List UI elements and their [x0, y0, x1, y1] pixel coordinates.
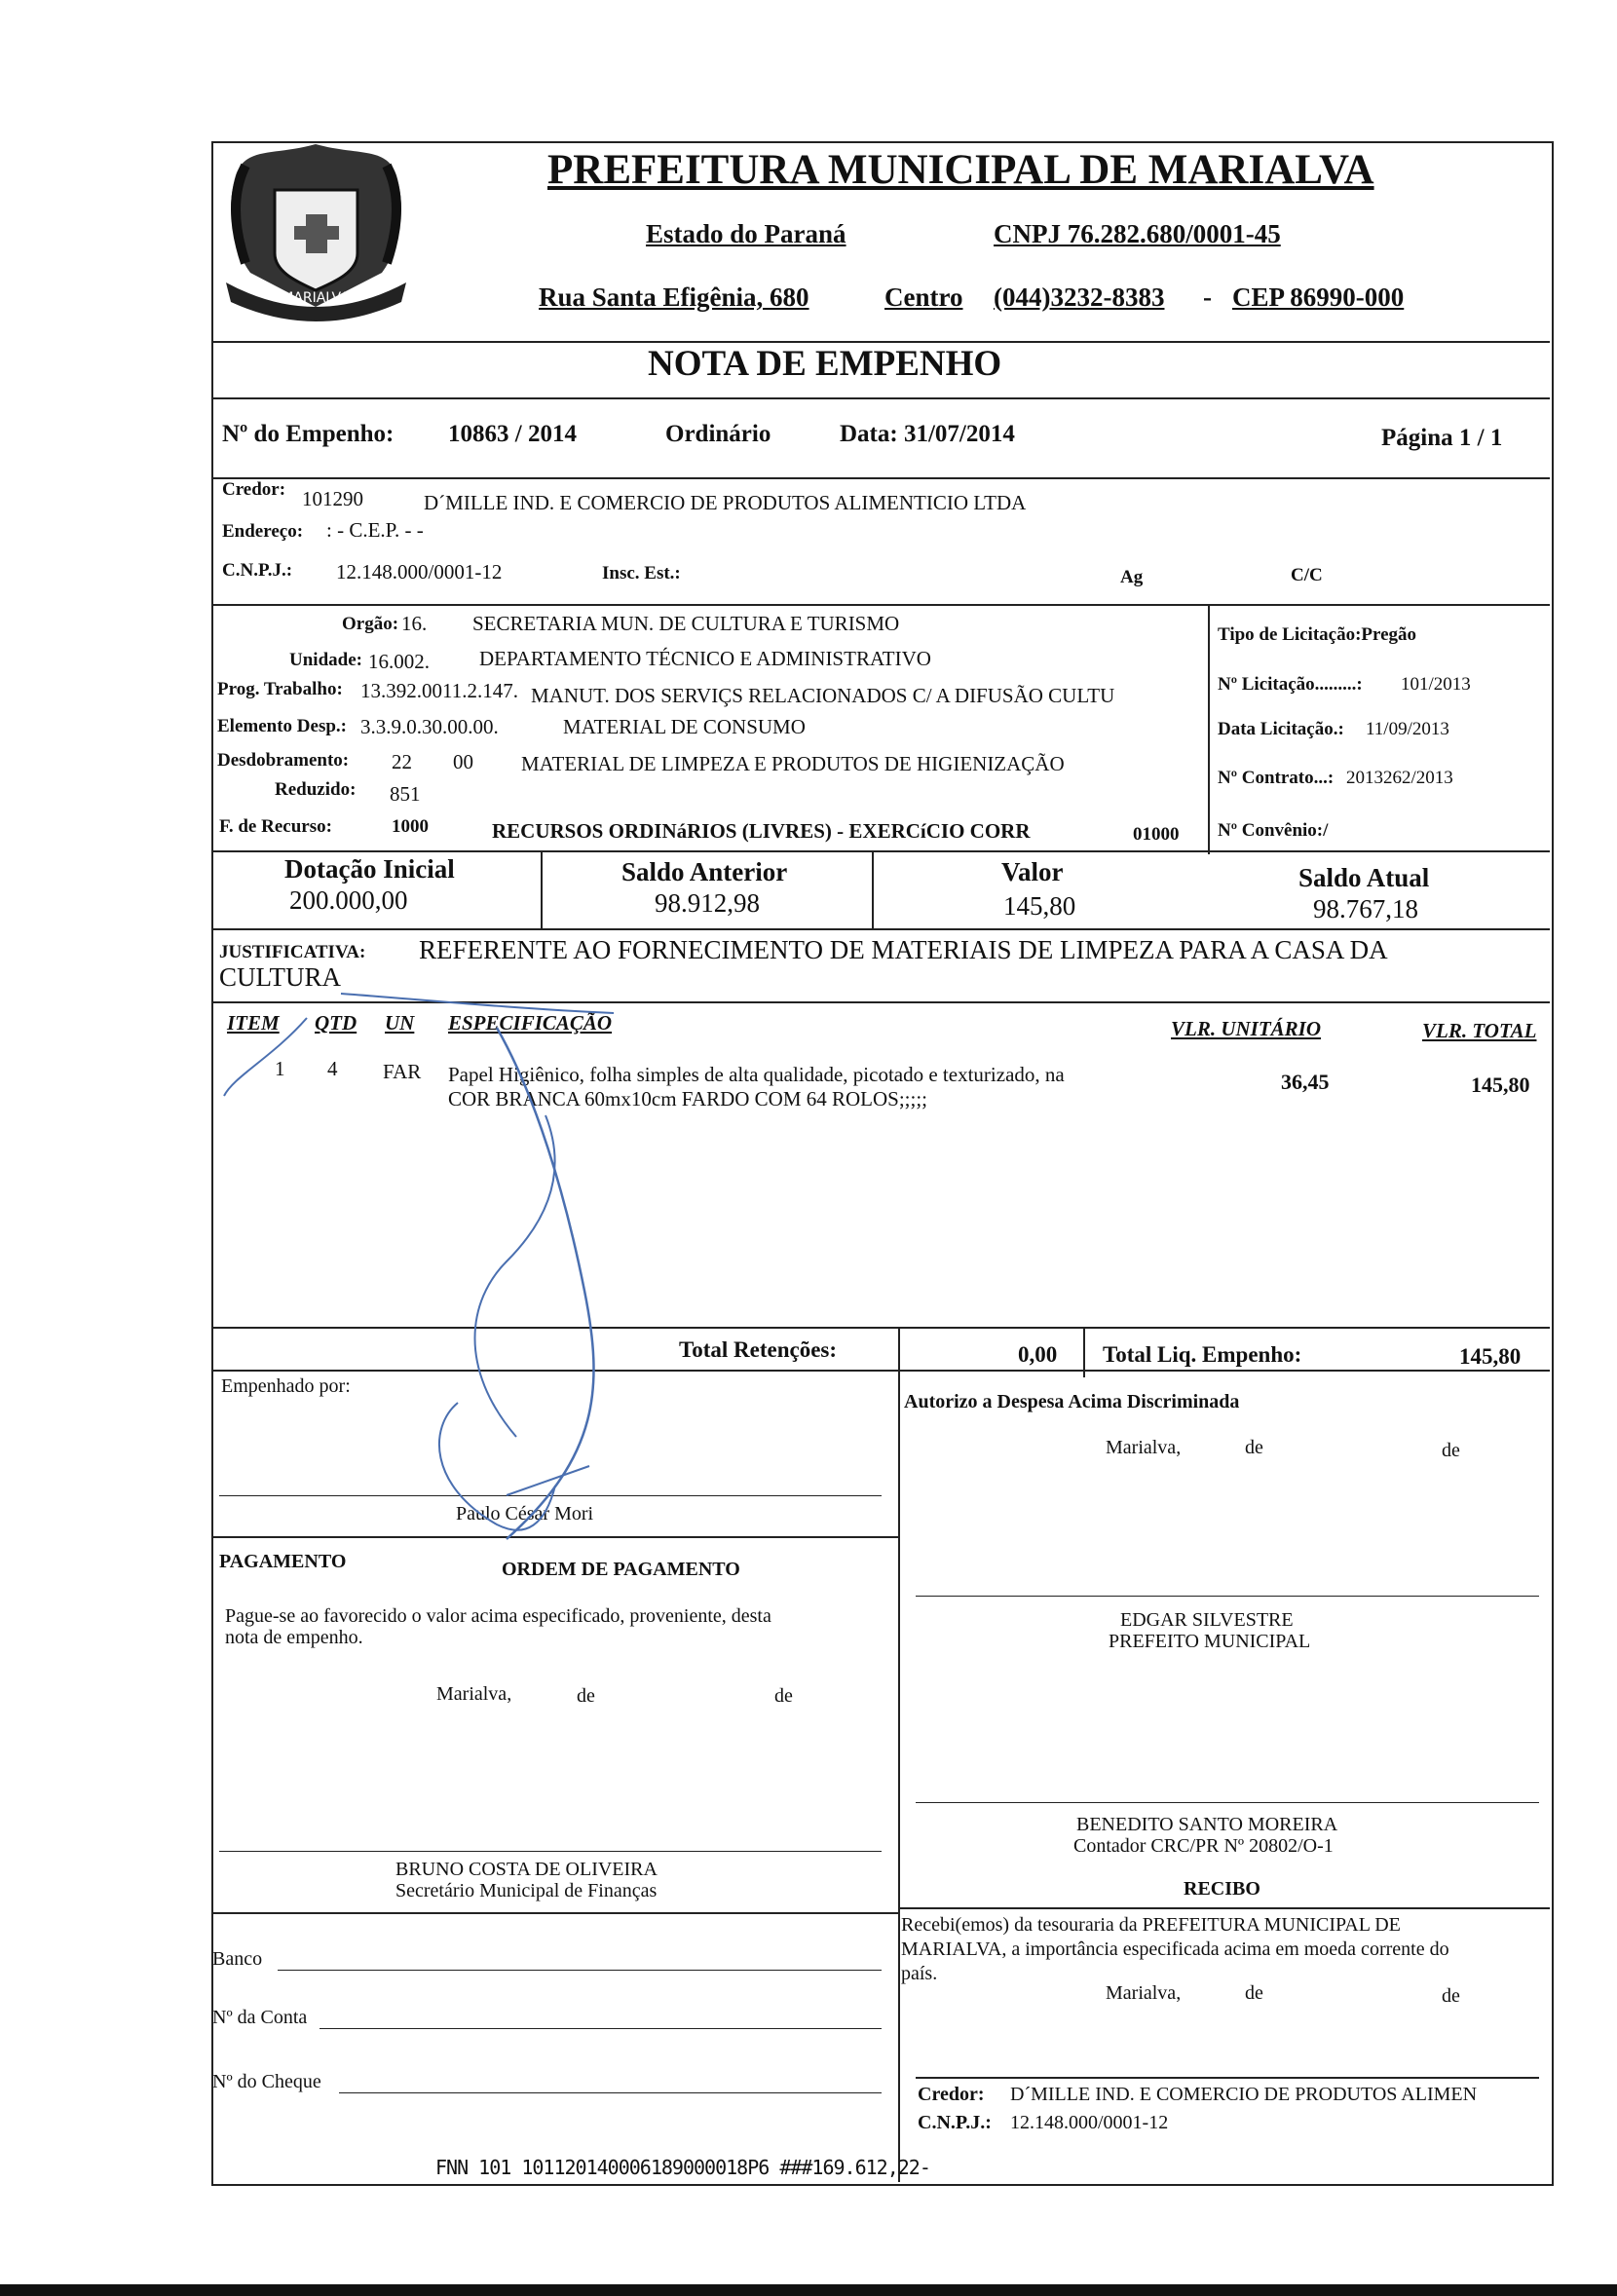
banco-label: Banco	[212, 1948, 263, 1970]
header-cnpj: CNPJ 76.282.680/0001-45	[994, 219, 1281, 248]
unidade-label: Unidade:	[289, 650, 362, 670]
saldo-anterior-label: Saldo Anterior	[621, 857, 788, 886]
unidade-code: 16.002.	[368, 650, 430, 673]
recurso-code: 1000	[392, 816, 429, 837]
item-number: 1	[275, 1057, 285, 1080]
contrato-label: Nº Contrato...:	[1218, 768, 1335, 788]
place-date-2-de-b: de	[774, 1685, 793, 1707]
page-number: Página 1 / 1	[1381, 425, 1503, 451]
empenhado-por-label: Empenhado por:	[221, 1375, 351, 1397]
elemento-label: Elemento Desp.:	[217, 716, 347, 736]
valor-value: 145,80	[1003, 891, 1076, 921]
ordem-pagamento-label: ORDEM DE PAGAMENTO	[502, 1559, 740, 1580]
col-header-total-value: VLR. TOTAL	[1422, 1019, 1537, 1042]
desdobramento-label: Desdobramento:	[217, 750, 350, 771]
place-date-1-de-b: de	[1442, 1440, 1460, 1461]
valor-label: Valor	[1001, 857, 1064, 886]
pague-text-line1: Pague-se ao favorecido o valor acima especificado, proveniente, desta	[225, 1605, 771, 1627]
cheque-label: Nº do Cheque	[212, 2071, 321, 2092]
reduzido-label: Reduzido:	[275, 779, 357, 800]
orgao-code: 16.	[401, 612, 428, 635]
prog-trabalho-label: Prog. Trabalho:	[217, 679, 343, 699]
secretario-role: Secretário Municipal de Finanças	[395, 1880, 658, 1901]
convenio-label: Nº Convênio:/	[1218, 820, 1329, 841]
footer-code: FNN 101 101120140006189000018P6 ###169.612,22-	[435, 2156, 930, 2179]
justificativa-label: JUSTIFICATIVA:	[219, 942, 366, 962]
prefeito-role: PREFEITO MUNICIPAL	[1109, 1631, 1311, 1652]
orgao-label: Orgão:	[342, 614, 399, 634]
retencoes-value: 0,00	[1018, 1342, 1058, 1367]
state-name: Estado do Paraná	[646, 219, 846, 248]
col-header-unit-value: VLR. UNITÁRIO	[1171, 1017, 1322, 1040]
desdobramento-b: 00	[453, 750, 473, 773]
desdobramento-name: MATERIAL DE LIMPEZA E PRODUTOS DE HIGIENIZAÇÃO	[521, 752, 1065, 775]
contador-role: Contador CRC/PR Nº 20802/O-1	[1073, 1835, 1334, 1857]
recibo-credor-name: D´MILLE IND. E COMERCIO DE PRODUTOS ALIMEN	[1010, 2084, 1478, 2105]
place-date-1: Marialva,	[1106, 1437, 1182, 1458]
insc-est-label: Insc. Est.:	[602, 563, 681, 583]
page-title: PREFEITURA MUNICIPAL DE MARIALVA	[547, 147, 1374, 193]
recibo-cnpj: 12.148.000/0001-12	[1010, 2112, 1169, 2133]
recibo-label: RECIBO	[1184, 1878, 1260, 1900]
recurso-label: F. de Recurso:	[219, 816, 332, 837]
credor-cnpj: 12.148.000/0001-12	[336, 560, 503, 583]
autorizo-label: Autorizo a Despesa Acima Discriminada	[904, 1391, 1240, 1412]
empenho-number: 10863 / 2014	[448, 421, 577, 447]
cc-label: C/C	[1291, 565, 1323, 585]
licitacao-tipo: Tipo de Licitação:Pregão	[1218, 624, 1417, 645]
crest-ribbon-text: MARIALVA	[282, 290, 350, 306]
justificativa-text-line2: CULTURA	[219, 962, 342, 992]
recibo-text-line1: Recebi(emos) da tesouraria da PREFEITURA MUNICIPAL DE	[901, 1914, 1401, 1936]
credor-code: 101290	[302, 487, 363, 510]
dotacao-value: 200.000,00	[289, 885, 408, 915]
scan-edge	[0, 2284, 1617, 2296]
licitacao-data-label: Data Licitação.:	[1218, 719, 1344, 739]
item-total-price: 145,80	[1471, 1073, 1530, 1097]
contrato-number: 2013262/2013	[1346, 768, 1453, 788]
empenho-number-label: Nº do Empenho:	[222, 421, 395, 447]
header-address: Rua Santa Efigênia, 680	[539, 282, 809, 312]
endereco-value: : - C.E.P. - -	[326, 518, 424, 542]
ag-label: Ag	[1120, 567, 1144, 587]
item-spec-line1: Papel Higiênico, folha simples de alta qualidade, picotado e texturizado, na	[448, 1063, 1065, 1086]
saldo-anterior-value: 98.912,98	[655, 888, 760, 918]
col-header-item: ITEM	[227, 1011, 280, 1035]
item-spec-line2: COR BRANCA 60mx10cm FARDO COM 64 ROLOS;;;;;	[448, 1087, 928, 1110]
total-liquido-label: Total Liq. Empenho:	[1103, 1342, 1302, 1367]
credor-name: D´MILLE IND. E COMERCIO DE PRODUTOS ALIMENTICIO LTDA	[424, 491, 1027, 514]
prog-trabalho-code: 13.392.0011.2.147.	[360, 679, 518, 702]
item-qty: 4	[327, 1057, 338, 1080]
col-header-un: UN	[385, 1011, 415, 1035]
dotacao-label: Dotação Inicial	[284, 854, 455, 884]
pague-text-line2: nota de empenho.	[225, 1627, 363, 1648]
header-cep-separator: -	[1203, 282, 1212, 312]
empenho-type: Ordinário	[665, 421, 771, 447]
desdobramento-a: 22	[392, 750, 412, 773]
col-header-spec: ESPECIFICAÇÃO	[448, 1011, 613, 1035]
header-district: Centro	[884, 282, 963, 312]
place-date-1-de-a: de	[1245, 1437, 1263, 1458]
endereco-label: Endereço:	[222, 521, 304, 542]
header-cep: CEP 86990-000	[1232, 282, 1405, 312]
orgao-name: SECRETARIA MUN. DE CULTURA E TURISMO	[472, 612, 900, 635]
justificativa-text-line1: REFERENTE AO FORNECIMENTO DE MATERIAIS DE LIMPEZA PARA A CASA DA	[419, 935, 1388, 964]
licitacao-numero-label: Nº Licitação.........:	[1218, 674, 1363, 695]
contador-name: BENEDITO SANTO MOREIRA	[1076, 1814, 1338, 1835]
credor-cnpj-label: C.N.P.J.:	[222, 560, 293, 581]
total-liquido-value: 145,80	[1459, 1344, 1522, 1369]
prog-trabalho-name: MANUT. DOS SERVIÇS RELACIONADOS C/ A DIFUSÃO CULTU	[531, 684, 1115, 707]
credor-label: Credor:	[222, 479, 286, 500]
place-date-3: Marialva,	[1106, 1982, 1182, 2004]
unidade-name: DEPARTAMENTO TÉCNICO E ADMINISTRATIVO	[479, 647, 931, 670]
licitacao-data: 11/09/2013	[1366, 719, 1449, 739]
reduzido-value: 851	[390, 782, 421, 806]
document-title: NOTA DE EMPENHO	[648, 344, 1002, 384]
col-header-qtd: QTD	[315, 1011, 357, 1035]
recibo-cnpj-label: C.N.P.J.:	[918, 2112, 992, 2133]
recibo-credor-label: Credor:	[918, 2084, 985, 2105]
saldo-atual-value: 98.767,18	[1313, 894, 1418, 923]
empenho-date: Data: 31/07/2014	[840, 421, 1015, 447]
licitacao-numero: 101/2013	[1401, 674, 1471, 695]
place-date-3-de-a: de	[1245, 1982, 1263, 2004]
item-unit: FAR	[383, 1060, 422, 1083]
elemento-code: 3.3.9.0.30.00.00.	[360, 715, 499, 738]
place-date-2: Marialva,	[436, 1683, 512, 1705]
pagamento-label: PAGAMENTO	[219, 1551, 347, 1572]
place-date-3-de-b: de	[1442, 1985, 1460, 2007]
conta-label: Nº da Conta	[212, 2007, 308, 2028]
recurso-name: RECURSOS ORDINáRIOS (LIVRES) - EXERCíCIO CORR	[492, 819, 1031, 843]
empenhado-por-name: Paulo César Mori	[456, 1503, 594, 1524]
header-phone: (044)3232-8383	[994, 282, 1165, 312]
place-date-2-de-a: de	[577, 1685, 595, 1707]
elemento-name: MATERIAL DE CONSUMO	[563, 715, 806, 738]
retencoes-label: Total Retenções:	[679, 1337, 838, 1362]
secretario-name: BRUNO COSTA DE OLIVEIRA	[395, 1859, 658, 1880]
saldo-atual-label: Saldo Atual	[1298, 863, 1430, 892]
prefeito-name: EDGAR SILVESTRE	[1120, 1609, 1294, 1631]
recibo-text-line3: país.	[901, 1963, 938, 1984]
recurso-number: 01000	[1133, 824, 1180, 845]
item-unit-price: 36,45	[1281, 1070, 1330, 1094]
recibo-text-line2: MARIALVA, a importância especificada acima em moeda corrente do	[901, 1938, 1449, 1960]
